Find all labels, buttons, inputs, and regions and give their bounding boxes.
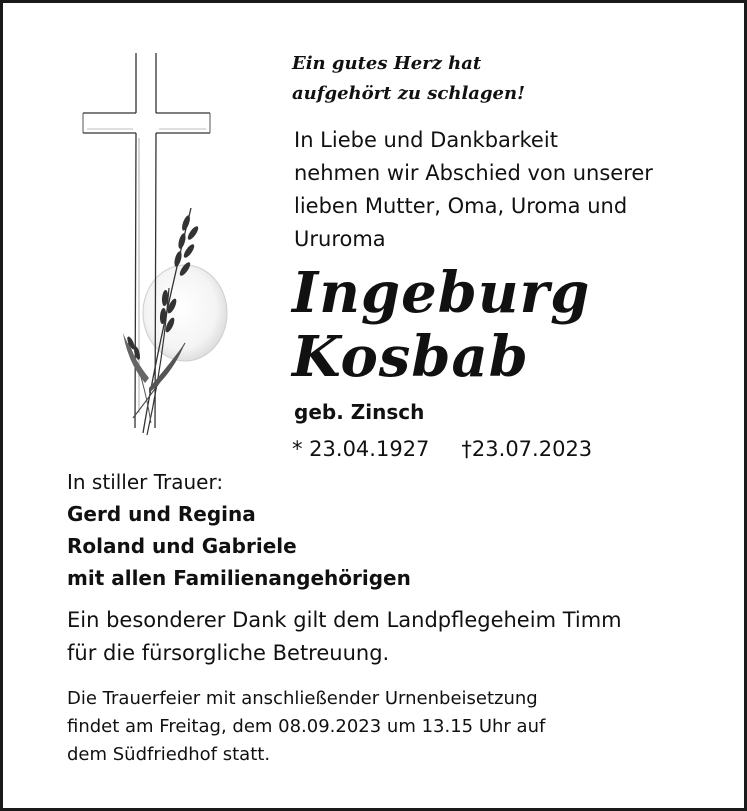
thanks-line: Ein besonderer Dank gilt dem Landpflegeheim Timm: [67, 608, 622, 632]
first-name: Ingeburg: [292, 260, 591, 326]
ceremony-line: findet am Freitag, dem 08.09.2023 um 13.15 Uhr auf: [67, 716, 546, 737]
life-dates: [292, 435, 592, 463]
death-date: †23.07.2023: [461, 437, 593, 461]
intro-line: lieben Mutter, Oma, Uroma und: [294, 194, 628, 218]
deceased-name: [292, 261, 590, 389]
cross-with-wheat-icon: [73, 43, 248, 443]
ceremony-line: Die Trauerfeier mit anschließender Urnenbeisetzung: [67, 688, 538, 709]
mourners-list: [67, 498, 411, 594]
birth-date: * 23.04.1927: [292, 437, 430, 461]
thanks-text: [67, 604, 622, 670]
motto-line: aufgehört zu schlagen!: [292, 83, 525, 104]
intro-text: [294, 124, 653, 256]
motto-line: Ein gutes Herz hat: [292, 53, 482, 74]
mourner-line: Roland und Gabriele: [67, 534, 297, 558]
maiden-name: geb. Zinsch: [294, 400, 425, 424]
motto: [292, 49, 525, 109]
intro-line: nehmen wir Abschied von unserer: [294, 161, 653, 185]
last-name: Kosbab: [292, 324, 529, 390]
ceremony-info: [67, 685, 545, 769]
thanks-line: für die fürsorgliche Betreuung.: [67, 641, 390, 665]
ceremony-line: dem Südfriedhof statt.: [67, 744, 271, 765]
intro-line: Ururoma: [294, 227, 386, 251]
mourning-label: In stiller Trauer:: [67, 470, 224, 494]
intro-line: In Liebe und Dankbarkeit: [294, 128, 558, 152]
mourner-line: Gerd und Regina: [67, 502, 256, 526]
mourner-line: mit allen Familienangehörigen: [67, 566, 411, 590]
